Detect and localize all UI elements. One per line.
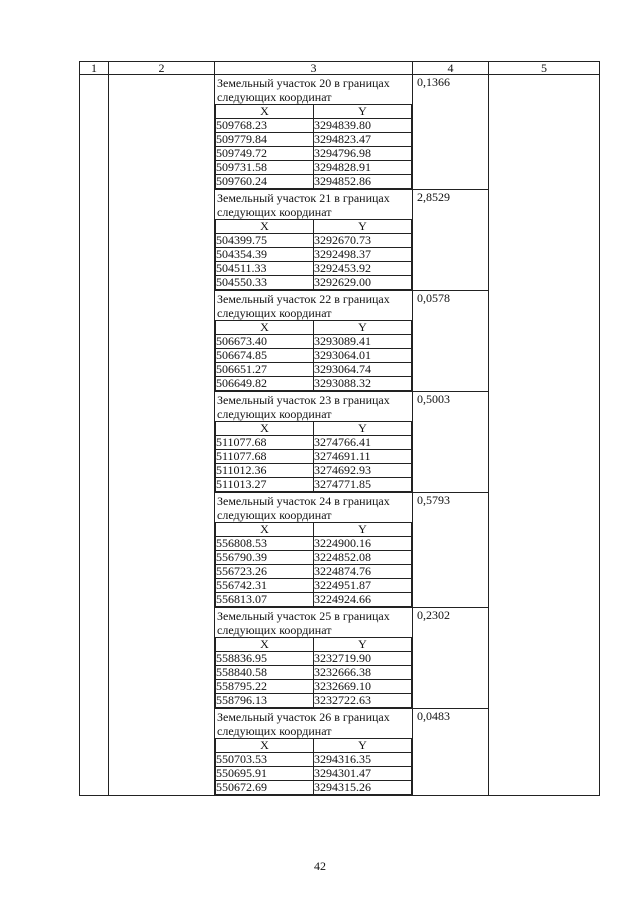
plot-title: Земельный участок 23 в границах следующих координат [217,393,390,421]
coordinates-header-row [216,638,412,652]
y-value: 3274766.41 [314,436,412,450]
plot-description-cell [215,291,413,392]
plot-description-cell [215,608,413,709]
x-value: 504550.33 [216,276,314,290]
y-value: 3232719.90 [314,652,412,666]
cell-col-2 [109,75,215,796]
y-value: 3294828.91 [314,161,412,175]
coordinate-row [216,652,412,666]
x-value: 506651.27 [216,363,314,377]
plot-title: Земельный участок 22 в границах следующих координат [217,292,390,320]
plot-area-cell: 2,8529 [413,190,489,291]
x-header: X [216,105,314,119]
x-value: 509760.24 [216,175,314,189]
coordinate-row [216,175,412,189]
coordinate-row [216,753,412,767]
x-value: 509731.58 [216,161,314,175]
x-value: 558796.13 [216,694,314,708]
plot-description-cell [215,493,413,608]
coordinate-row [216,133,412,147]
x-value: 504511.33 [216,262,314,276]
y-header: Y [314,105,412,119]
x-value: 511012.36 [216,464,314,478]
coordinate-row [216,767,412,781]
y-value: 3293064.74 [314,363,412,377]
plot-title: Земельный участок 24 в границах следующих координат [217,494,390,522]
coordinate-row [216,694,412,708]
y-value: 3294315.26 [314,781,412,795]
coordinates-header-row [216,422,412,436]
column-number: 4 [413,62,489,75]
x-value: 558840.58 [216,666,314,680]
x-value: 556742.31 [216,579,314,593]
x-value: 509768.23 [216,119,314,133]
y-value: 3294839.80 [314,119,412,133]
y-value: 3293089.41 [314,335,412,349]
coordinate-row [216,464,412,478]
plot-area-cell: 0,5793 [413,493,489,608]
coordinates-header-row [216,321,412,335]
column-number: 3 [215,62,413,75]
coordinate-row [216,537,412,551]
coordinate-row [216,363,412,377]
x-value: 556790.39 [216,551,314,565]
plot-area-cell: 0,0483 [413,709,489,796]
plot-row [80,75,600,190]
land-plots-table [79,61,600,796]
x-value: 556723.26 [216,565,314,579]
y-value: 3292453.92 [314,262,412,276]
coordinate-row [216,248,412,262]
coordinates-table [215,320,412,391]
y-value: 3294823.47 [314,133,412,147]
x-value: 504399.75 [216,234,314,248]
y-value: 3224852.08 [314,551,412,565]
x-header: X [216,739,314,753]
column-number-row [80,62,600,75]
coordinates-table [215,637,412,708]
coordinate-row [216,262,412,276]
cell-col-5 [489,75,600,796]
y-value: 3292629.00 [314,276,412,290]
y-value: 3293088.32 [314,377,412,391]
coordinates-table [215,522,412,607]
x-header: X [216,638,314,652]
coordinates-table [215,104,412,189]
coordinate-row [216,781,412,795]
coordinate-row [216,579,412,593]
x-value: 504354.39 [216,248,314,262]
y-value: 3232666.38 [314,666,412,680]
coordinate-row [216,450,412,464]
y-header: Y [314,220,412,234]
coordinate-row [216,680,412,694]
coordinate-row [216,349,412,363]
plot-title: Земельный участок 21 в границах следующих координат [217,191,390,219]
page-number: 42 [314,859,326,873]
x-value: 511077.68 [216,436,314,450]
coordinates-header-row [216,220,412,234]
y-value: 3224900.16 [314,537,412,551]
x-value: 556813.07 [216,593,314,607]
x-value: 556808.53 [216,537,314,551]
y-value: 3274692.93 [314,464,412,478]
coordinate-row [216,335,412,349]
y-value: 3274771.85 [314,478,412,492]
x-value: 511013.27 [216,478,314,492]
coordinate-row [216,161,412,175]
coordinate-row [216,377,412,391]
plot-description-cell [215,75,413,190]
coordinate-row [216,436,412,450]
plot-description-cell [215,709,413,796]
x-value: 550695.91 [216,767,314,781]
x-value: 509749.72 [216,147,314,161]
y-value: 3294301.47 [314,767,412,781]
y-value: 3294316.35 [314,753,412,767]
plot-description-cell [215,190,413,291]
coordinate-row [216,666,412,680]
x-value: 550703.53 [216,753,314,767]
x-value: 558836.95 [216,652,314,666]
plot-title: Земельный участок 25 в границах следующих координат [217,609,390,637]
coordinate-row [216,119,412,133]
x-header: X [216,422,314,436]
coordinates-table [215,738,412,795]
coordinates-header-row [216,105,412,119]
x-value: 558795.22 [216,680,314,694]
coordinates-table [215,219,412,290]
x-header: X [216,321,314,335]
y-header: Y [314,638,412,652]
plot-title: Земельный участок 20 в границах следующих координат [217,76,390,104]
y-value: 3293064.01 [314,349,412,363]
y-value: 3292498.37 [314,248,412,262]
coordinate-row [216,593,412,607]
y-value: 3232669.10 [314,680,412,694]
plot-area-cell: 0,5003 [413,392,489,493]
plot-area-cell: 0,2302 [413,608,489,709]
y-header: Y [314,523,412,537]
y-value: 3294796.98 [314,147,412,161]
y-value: 3232722.63 [314,694,412,708]
coordinate-row [216,276,412,290]
column-number: 1 [80,62,109,75]
plot-area-cell: 0,0578 [413,291,489,392]
y-value: 3224951.87 [314,579,412,593]
y-value: 3274691.11 [314,450,412,464]
plot-title: Земельный участок 26 в границах следующих координат [217,710,390,738]
coordinate-row [216,551,412,565]
cell-col-1 [80,75,109,796]
x-value: 506673.40 [216,335,314,349]
plot-area-cell: 0,1366 [413,75,489,190]
x-header: X [216,523,314,537]
y-value: 3292670.73 [314,234,412,248]
coordinates-header-row [216,739,412,753]
x-value: 550672.69 [216,781,314,795]
y-value: 3224874.76 [314,565,412,579]
coordinates-table [215,421,412,492]
coordinate-row [216,234,412,248]
coordinate-row [216,565,412,579]
coordinates-header-row [216,523,412,537]
y-header: Y [314,739,412,753]
x-value: 509779.84 [216,133,314,147]
y-header: Y [314,422,412,436]
x-value: 511077.68 [216,450,314,464]
x-header: X [216,220,314,234]
coordinate-row [216,478,412,492]
x-value: 506649.82 [216,377,314,391]
column-number: 5 [489,62,600,75]
coordinate-row [216,147,412,161]
y-header: Y [314,321,412,335]
x-value: 506674.85 [216,349,314,363]
y-value: 3224924.66 [314,593,412,607]
y-value: 3294852.86 [314,175,412,189]
plot-description-cell [215,392,413,493]
column-number: 2 [109,62,215,75]
